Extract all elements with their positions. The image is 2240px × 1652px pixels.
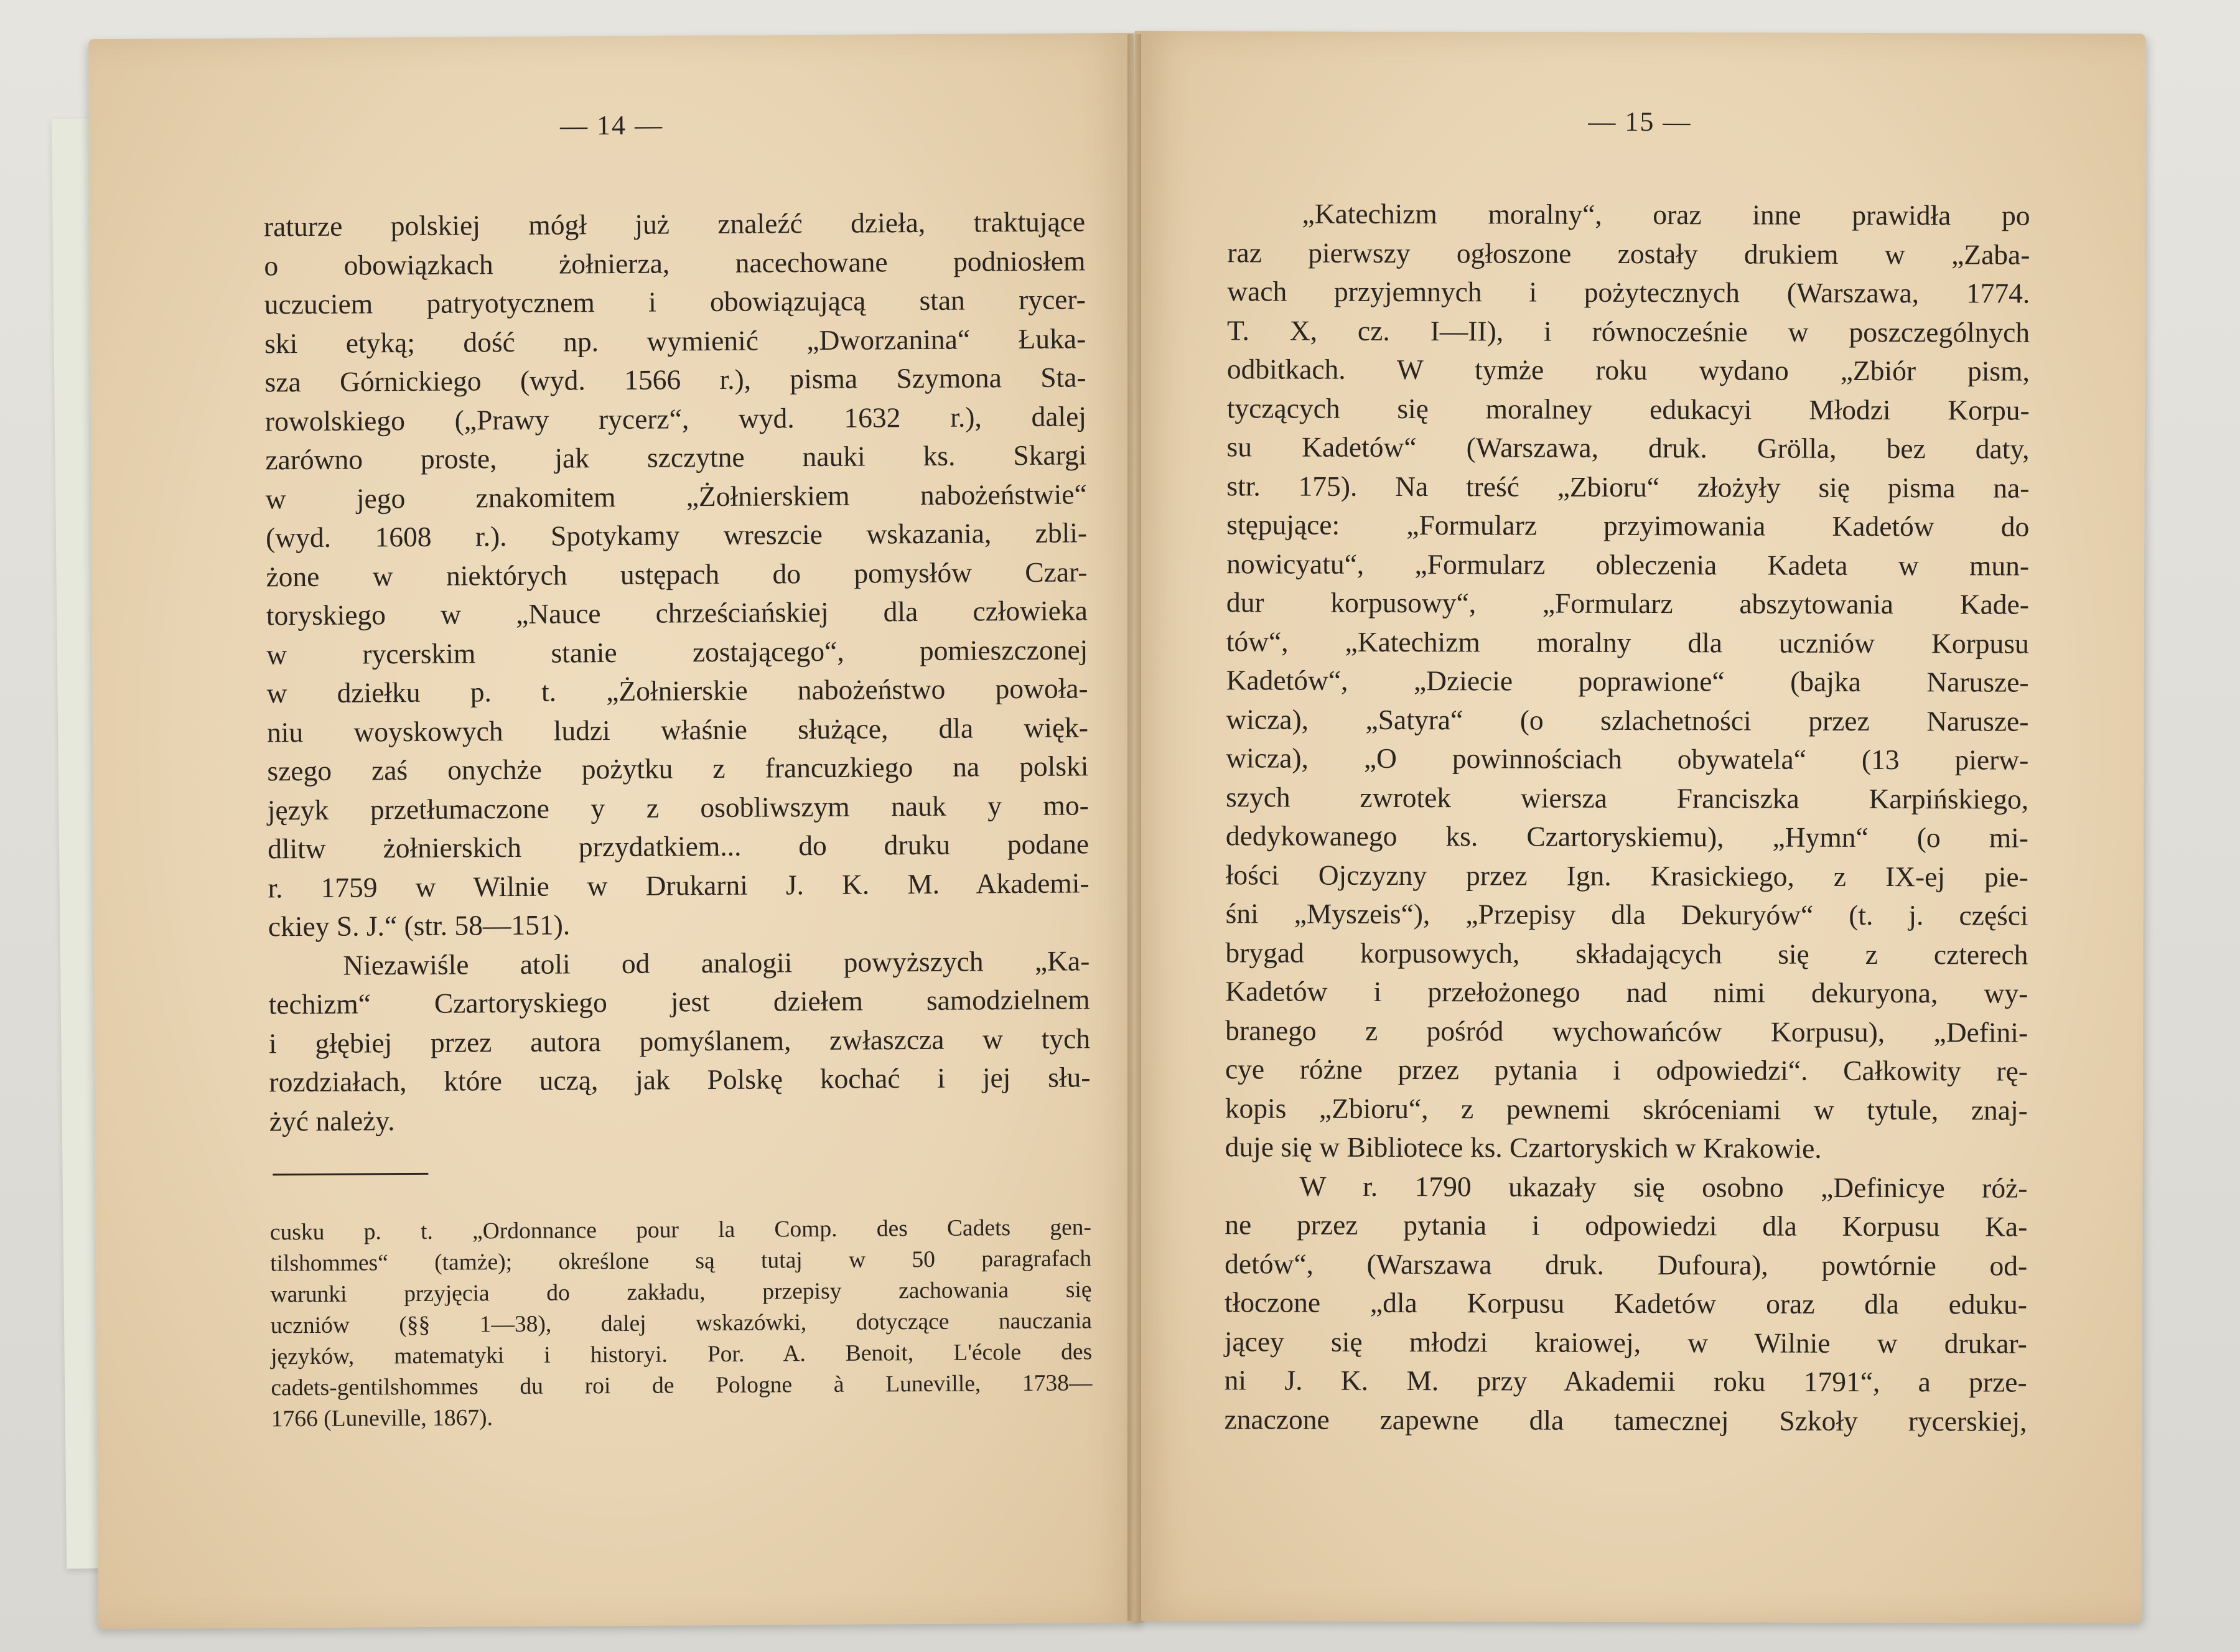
text-line: toryskiego w „Nauce chrześciańskiej dla człowieka xyxy=(266,594,1088,632)
text-line: dlitw żołnierskich przydatkiem... do druku podane xyxy=(268,828,1090,865)
left-page xyxy=(88,33,1144,1629)
text-line: tłoczone „dla Korpusu Kadetów oraz dla eduku- xyxy=(1224,1286,2028,1320)
text-line: detów“, (Warszawa druk. Dufoura), powtórnie od- xyxy=(1225,1247,2028,1282)
text-line: dedykowanego ks. Czartoryskiemu), „Hymn“ (o mi- xyxy=(1225,819,2029,854)
text-line: w rycerskim stanie zostającego“, pomieszczonej xyxy=(266,633,1088,670)
text-line: cye różne przez pytania i odpowiedzi“. Całkowity rę- xyxy=(1225,1053,2028,1087)
footnote xyxy=(270,1212,1093,1435)
footnote-line: uczniów (§§ 1—38), dalej wskazówki, dotyczące nauczania xyxy=(270,1308,1092,1339)
text-line: uczuciem patryotycznem i obowiązującą stan rycer- xyxy=(264,283,1086,320)
footnote-line: tilshommes“ (tamże); określone są tutaj w 50 paragrafach xyxy=(270,1246,1092,1277)
text-line: jącey się młodzi kraiowej, w Wilnie w drukar- xyxy=(1224,1325,2027,1360)
text-line: branego z pośród wychowańców Korpusu), „Defini- xyxy=(1225,1014,2028,1048)
text-line: szego zaś onychże pożytku z francuzkiego na polski xyxy=(267,750,1089,787)
page-number: — 15 — xyxy=(1588,106,1692,138)
text-line: w dziełku p. t. „Żołnierskie nabożeństwo powoła- xyxy=(266,672,1088,709)
text-line: tyczących się moralney edukacyi Młodzi Korpu- xyxy=(1226,391,2030,426)
text-line: raz pierwszy ogłoszone zostały drukiem w „Zaba- xyxy=(1227,236,2030,271)
text-line: język przetłumaczone y z osobliwszym nauk y mo- xyxy=(267,788,1089,826)
text-line: szych zwrotek wiersza Franciszka Karpińskiego, xyxy=(1226,780,2029,815)
footnote-line: języków, matematyki i historyi. Por. A. Benoit, L'école des xyxy=(271,1339,1093,1370)
main-text xyxy=(264,202,1091,1141)
text-line: techizm“ Czartoryskiego jest dziełem samodzielnem xyxy=(268,983,1090,1020)
text-line: żone w niektórych ustępach do pomysłów Czar- xyxy=(266,555,1088,592)
page-number: — 14 — xyxy=(559,110,664,141)
text-line: „Katechizm moralny“, oraz inne prawidła po xyxy=(1302,197,2030,231)
footnote-rule xyxy=(273,1173,428,1176)
text-line: znaczone zapewne dla tamecznej Szkoły rycerskiej, xyxy=(1224,1402,2027,1437)
text-line: w jego znakomitem „Żołnierskiem nabożeństwie“ xyxy=(265,477,1087,515)
text-line: Kadetów i przełożonego nad nimi dekuryona, wy- xyxy=(1225,975,2028,1009)
text-line: Niezawiśle atoli od analogii powyższych „Ka- xyxy=(343,944,1090,981)
text-line: rowolskiego („Prawy rycerz“, wyd. 1632 r.), dalej xyxy=(264,399,1087,437)
text-line: sza Górnickiego (wyd. 1566 r.), pisma Szymona Sta- xyxy=(264,361,1086,398)
footnote-line: cusku p. t. „Ordonnance pour la Comp. des Cadets gen- xyxy=(269,1215,1092,1246)
text-line: łości Ojczyzny przez Ign. Krasickiego, z IX-ej pie- xyxy=(1225,858,2028,893)
text-line: wicza), „O powinnościach obywatela“ (13 pierw- xyxy=(1226,742,2029,776)
text-line: ni J. K. M. przy Akademii roku 1791“, a prze- xyxy=(1224,1364,2027,1398)
text-line: niu woyskowych ludzi właśnie służące, dla więk- xyxy=(266,711,1089,748)
text-line: (wyd. 1608 r.). Spotykamy wreszcie wskazania, zbli- xyxy=(265,516,1088,554)
text-line: nowicyatu“, „Formularz obleczenia Kadeta w mun- xyxy=(1226,547,2030,582)
text-line: W r. 1790 ukazały się osobno „Definicye róż- xyxy=(1299,1170,2028,1204)
text-line: ski etyką; dość np. wymienić „Dworzanina“ Łuka- xyxy=(264,322,1086,359)
text-line: i głębiej przez autora pomyślanem, zwłaszcza w tych xyxy=(268,1022,1091,1059)
text-line: brygad korpusowych, składających się z czterech xyxy=(1225,936,2028,971)
text-line: śni „Myszeis“), „Przepisy dla Dekuryów“ (t. j. części xyxy=(1225,897,2028,931)
footnote-line: cadets-gentilshommes du roi de Pologne à Luneville, 1738— xyxy=(271,1370,1093,1401)
text-line: ckiey S. J.“ (str. 58—151). xyxy=(268,908,571,943)
text-line: tów“, „Katechizm moralny dla uczniów Korpusu xyxy=(1226,625,2029,660)
text-line: duje się w Bibliotece ks. Czartoryskich w Krakowie. xyxy=(1225,1131,1822,1164)
text-line: Kadetów“, „Dziecie poprawione“ (bajka Narusze- xyxy=(1226,664,2029,698)
text-line: stępujące: „Formularz przyimowania Kadetów do xyxy=(1226,508,2030,543)
text-line: żyć należy. xyxy=(269,1104,395,1137)
text-line: rozdziałach, które uczą, jak Polskę kochać i jej słu- xyxy=(269,1061,1091,1098)
text-line: dur korpusowy“, „Formularz abszytowania Kade- xyxy=(1226,586,2030,620)
text-line: kopis „Zbioru“, z pewnemi skróceniami w tytule, znaj- xyxy=(1225,1091,2028,1126)
text-line: su Kadetów“ (Warszawa, druk. Grölla, bez daty, xyxy=(1226,431,2030,465)
text-line: odbitkach. W tymże roku wydano „Zbiór pism, xyxy=(1226,353,2030,387)
text-line: o obowiązkach żołnierza, nacechowane podniosłem xyxy=(264,244,1086,281)
text-line: raturze polskiej mógł już znaleźć dzieła, traktujące xyxy=(263,205,1086,243)
text-line: r. 1759 w Wilnie w Drukarni J. K. M. Akademi- xyxy=(268,866,1090,903)
text-line: str. 175). Na treść „Zbioru“ złożyły się pisma na- xyxy=(1226,469,2030,504)
text-line: zarówno proste, jak szczytne nauki ks. Skargi xyxy=(265,439,1087,476)
text-line: T. X, cz. I—II), i równocześnie w poszczególnych xyxy=(1227,314,2030,348)
right-page xyxy=(1131,31,2146,1623)
text-line: wicza), „Satyra“ (o szlachetności przez Narusze- xyxy=(1226,702,2029,737)
text-line: ne przez pytania i odpowiedzi dla Korpusu Ka- xyxy=(1225,1208,2028,1243)
footnote-line: 1766 (Luneville, 1867). xyxy=(271,1405,493,1432)
book-spine xyxy=(1127,34,1141,1621)
footnote-line: warunki przyjęcia do zakładu, przepisy zachowania się xyxy=(270,1277,1092,1308)
main-text xyxy=(1224,194,2030,1440)
text-line: wach przyjemnych i pożytecznych (Warszawa, 1774. xyxy=(1227,275,2030,309)
